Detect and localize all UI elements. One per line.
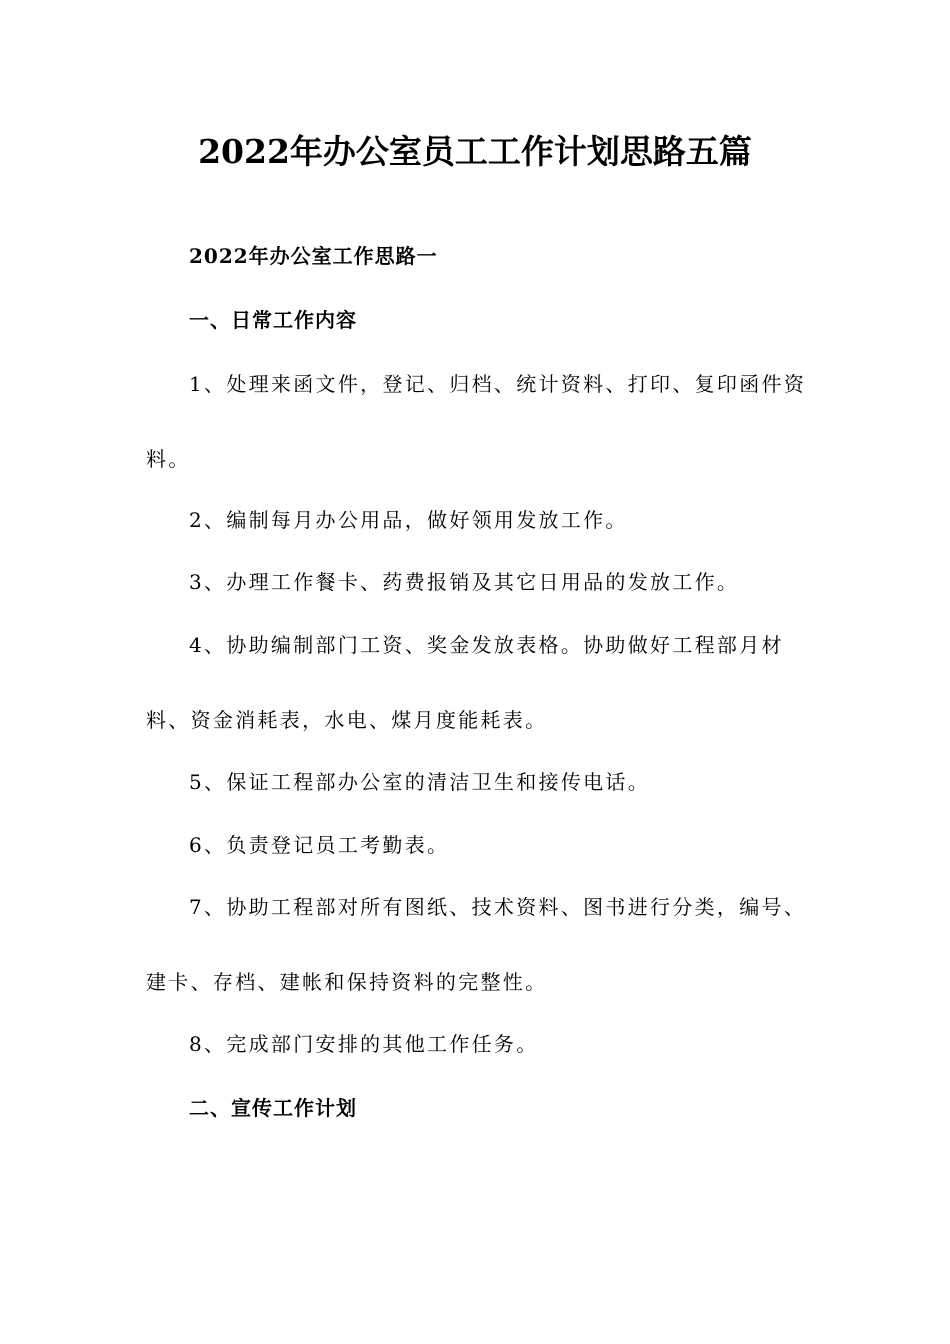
item-4-line-2: 料、资金消耗表，水电、煤月度能耗表。 bbox=[146, 708, 548, 732]
part2-heading: 二、宣传工作计划 bbox=[189, 1096, 357, 1120]
item-7-line-2: 建卡、存档、建帐和保持资料的完整性。 bbox=[146, 970, 548, 994]
item-7-line-1: 7、协助工程部对所有图纸、技术资料、图书进行分类，编号、 bbox=[189, 895, 807, 919]
part1-heading: 一、日常工作内容 bbox=[189, 308, 357, 332]
item-6: 6、负责登记员工考勤表。 bbox=[189, 833, 450, 857]
section-heading: 2022年办公室工作思路一 bbox=[189, 244, 438, 268]
item-1-line-2: 料。 bbox=[146, 447, 191, 471]
item-3: 3、办理工作餐卡、药费报销及其它日用品的发放工作。 bbox=[189, 570, 740, 594]
document-title: 2022年办公室员工工作计划思路五篇 bbox=[198, 132, 752, 171]
item-1-line-1: 1、处理来函文件，登记、归档、统计资料、打印、复印函件资 bbox=[189, 372, 807, 396]
item-5: 5、保证工程部办公室的清洁卫生和接传电话。 bbox=[189, 770, 651, 794]
item-4-line-1: 4、协助编制部门工资、奖金发放表格。协助做好工程部月材 bbox=[189, 633, 784, 657]
item-2: 2、编制每月办公用品，做好领用发放工作。 bbox=[189, 508, 628, 532]
item-8: 8、完成部门安排的其他工作任务。 bbox=[189, 1032, 539, 1056]
